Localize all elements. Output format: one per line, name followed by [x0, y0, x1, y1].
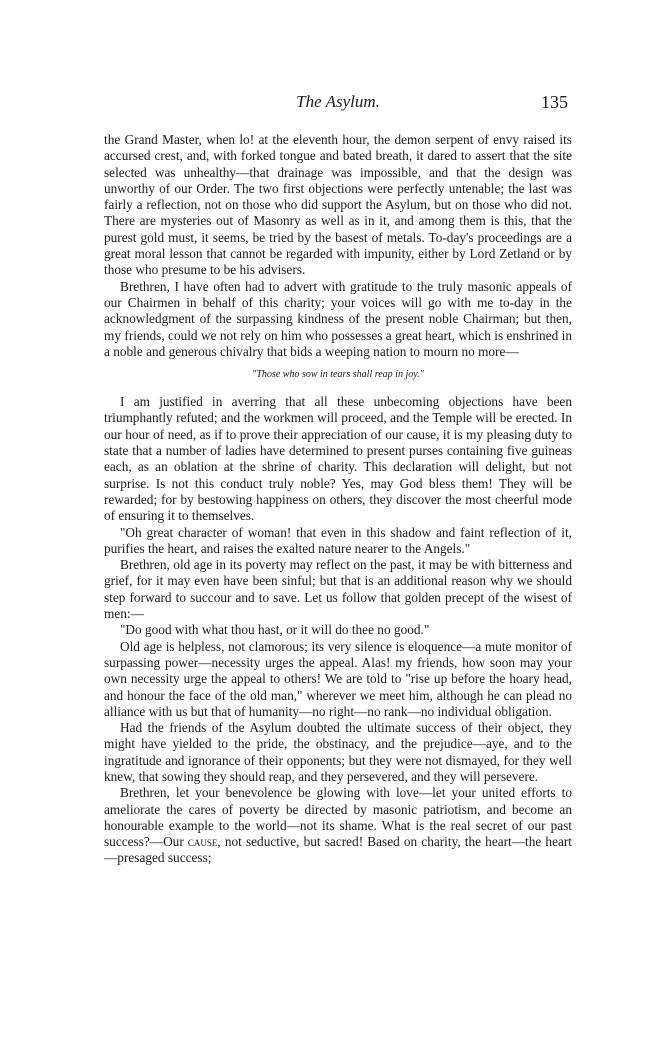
paragraph-8: Had the friends of the Asylum doubted the ultimate success of their object, they might have yielded to the pride, the obstinacy, and the prejudice—aye, and to the ingratitude and ignorance of their opponents; but they were not dismayed, for they well knew, that sowing they should reap, and they persevered, and they will persevere. — [104, 720, 572, 784]
running-title: The Asylum. — [296, 92, 380, 111]
paragraph-6-quote: "Do good with what thou hast, or it will do thee no good." — [120, 622, 430, 638]
paragraph-7: Old age is helpless, not clamorous; its very silence is eloquence—a mute monitor of surpassing power—necessity urges the appeal. Alas! my friends, how soon may your own necessity urge the appeal to others! We are told to "rise up before the hoary head, and honour the face of the old man," wherever we meet him, although he can plead no alliance with us but that of humanity—no right—no rank—no individual obligation. — [104, 638, 572, 719]
paragraph-9-end: , not seductive, but sacred! Based on charity, the heart—the heart—presaged success; — [104, 834, 572, 866]
cause-small-caps: cause — [187, 834, 218, 850]
paragraph-2: Brethren, I have often had to advert with gratitude to the truly masonic appeals of our Chairmen in behalf of this charity; your voices will go with me to-day in the acknowledgment of the surpassing kindness of the present noble Chairman; but then, my friends, could we not rely on him who possesses a great heart, which is enshrined in a noble and generous chivalry that bids a weeping nation to mourn no more— — [104, 278, 572, 359]
paragraph-9-start: Brethren, let your benevolence be glowing with love—let your united efforts to ameliorate the cares of poverty be directed by masonic patriotism, and become an honourable example to the world—not its shame. What is the real secret of our past success?—Our — [104, 785, 572, 850]
paragraph-3: I am justified in averring that all these unbecoming objections have been triumphantly refuted; and the workmen will proceed, and the Temple will be erected. In our hour of need, as if to prove their appreciation of our cause, it is my pleasing duty to state that a number of ladies have determined to present purses containing five guineas each, as an oblation at the shrine of charity. This declaration will delight, but not surprise. Is not this conduct truly noble? Yes, may God bless them! They will be rewarded; for by bestowing happiness on others, they discover the most cheerful mode of ensuring it to themselves. — [104, 394, 572, 524]
paragraph-1: the Grand Master, when lo! at the eleventh hour, the demon serpent of envy raised its accursed crest, and, with forked tongue and bated breath, it dared to assert that the site selected was unhealthy—that drainage was impossible, and that the design was unworthy of our Order. The two first objections were perfectly untenable; the last was fairly a reflection, not on those who did support the Asylum, but on those who did not. There are mysteries out of Masonry as well as in it, and among them is this, that the purest gold must, it seems, be tried by the basest of metals. To-day's proceedings are a great moral lesson that cannot be regarded with impunity, either by Lord Zetland or by those who presume to be his advisers. — [104, 132, 572, 278]
book-page — [104, 92, 572, 867]
page-number: 135 — [541, 92, 568, 112]
text-body — [104, 132, 572, 867]
epigraph-quote: "Those who sow in tears shall reap in joy." — [252, 369, 424, 381]
paragraph-4-quote: "Oh great character of woman! that even in this shadow and faint reflection of it, purifies the heart, and raises the exalted nature nearer to the Angels." — [104, 524, 572, 556]
page-header — [104, 92, 572, 122]
paragraph-9 — [104, 785, 572, 866]
paragraph-5: Brethren, old age in its poverty may reflect on the past, it may be with bitterness and grief, for it may even have been sinful; but that is an additional reason why we should step forward to succour and to save. Let us follow that golden precept of the wisest of men:— — [104, 557, 572, 622]
